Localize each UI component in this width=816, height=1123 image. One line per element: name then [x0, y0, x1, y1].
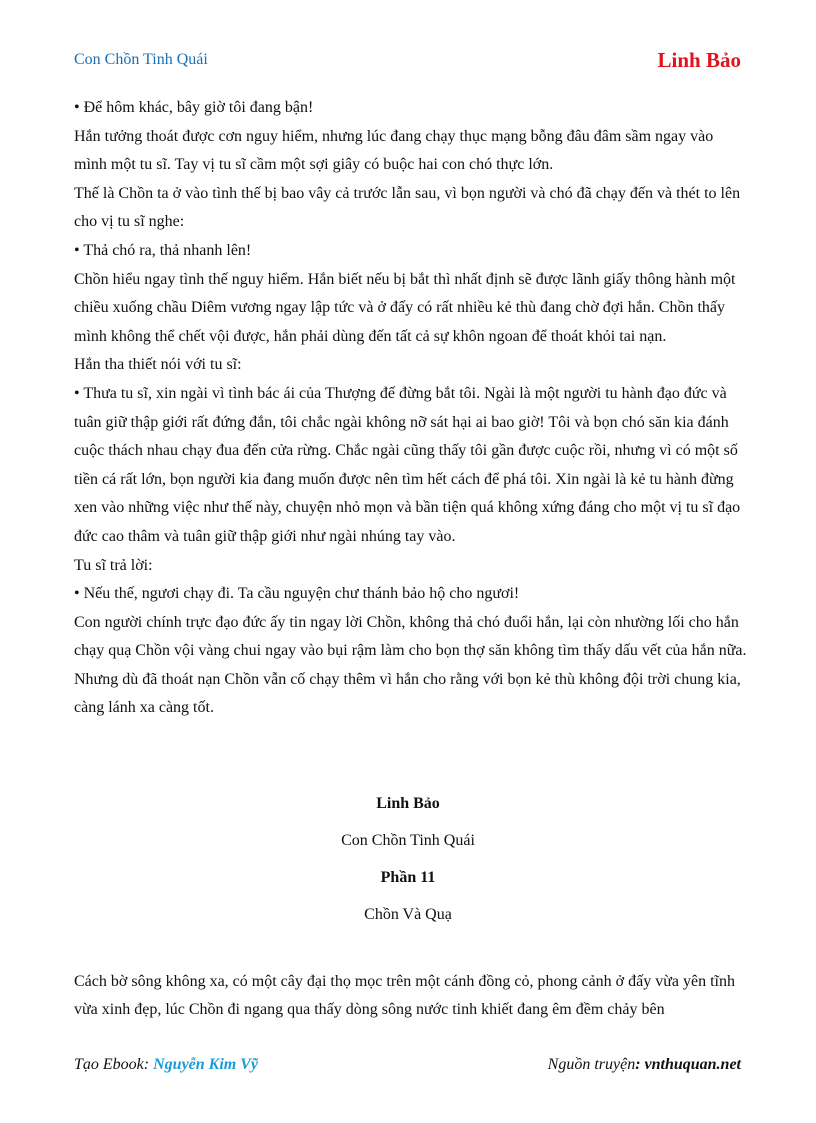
paragraph: Thế là Chồn ta ở vào tình thế bị bao vây cả trước lẫn sau, vì bọn người và chó đã chạy đến và thét to lên cho vị tu sĩ nghe:: [74, 184, 741, 231]
footer-source-link[interactable]: vnthuquan.net: [644, 1056, 741, 1073]
paragraph: Hắn tha thiết nói với tu sĩ:: [74, 356, 242, 374]
paragraph: • Nếu thế, ngươi chạy đi. Ta cầu nguyện chư thánh bảo hộ cho ngươi!: [74, 585, 520, 603]
footer-ebook-label: Tạo Ebook: [74, 1056, 144, 1073]
footer-source-credit: Nguồn truyện: vnthuquan.net: [547, 1056, 741, 1073]
chapter-name: Chồn Và Quạ: [364, 906, 452, 923]
paragraph: Chồn hiểu ngay tình thế nguy hiểm. Hắn biết nếu bị bắt thì nhất định sẽ được lãnh giấy thông hành một chiều xuống chầu Diêm vương ngay lập tức và ở đấy có rất nhiều kẻ thù đang chờ đợi hắn. Chồn thấy mình không thể chết vội được, hắn phải dùng đến tất cả sự khôn ngoan để thoát khỏi tai nạn.: [74, 270, 736, 345]
header-book-title: Con Chồn Tinh Quái: [74, 51, 208, 68]
story-text-bottom: [74, 968, 750, 1024]
paragraph: Hắn tưởng thoát được cơn nguy hiểm, nhưng lúc đang chạy thục mạng bỗng đâu đâm sầm ngay vào mình một tu sĩ. Tay vị tu sĩ cầm một sợi giây có buộc hai con chó thực lớn.: [74, 127, 714, 174]
story-text-top: [74, 94, 750, 723]
paragraph: • Để hôm khác, bây giờ tôi đang bận!: [74, 99, 314, 116]
chapter-author: Linh Bảo: [376, 795, 440, 812]
footer-ebook-credit: Tạo Ebook: Nguyễn Kim Vỹ: [74, 1056, 258, 1073]
footer-source-label: Nguồn truyện: [547, 1056, 636, 1073]
chapter-book-title: Con Chồn Tinh Quái: [341, 832, 475, 849]
chapter-part: Phần 11: [380, 869, 436, 886]
paragraph: Cách bờ sông không xa, có một cây đại thọ mọc trên một cánh đồng cỏ, phong cảnh ở đấy vừa yên tĩnh vừa xinh đẹp, lúc Chồn đi ngang qua thấy dòng sông nước tinh khiết đang êm đềm chảy bên: [74, 973, 735, 1018]
paragraph: • Thưa tu sĩ, xin ngài vì tình bác ái của Thượng đế đừng bắt tôi. Ngài là một người tu hành đạo đức và tuân giữ thập giới rất đứng đắn, tôi chắc ngài không nỡ sát hại ai bao giờ! Tôi và bọn chó săn kia đánh cuộc thách nhau chạy đua đến cửa rừng. Chắc ngài cũng thấy tôi gần được cuộc rồi, nhưng vì có một số tiền cá rất lớn, bọn người kia đang muốn được nên tìm hết cách để phá tôi. Xin ngài là kẻ tu hành đừng xen vào những việc như thế này, chuyện nhỏ mọn và bần tiện quá không xứng đáng cho một vị tu sĩ đạo đức cao thâm và tuân giữ thập giới như ngài nhúng tay vào.: [74, 384, 741, 545]
footer-ebook-author-link[interactable]: Nguyễn Kim Vỹ: [153, 1056, 258, 1073]
paragraph: • Thả chó ra, thả nhanh lên!: [74, 241, 252, 259]
paragraph: Con người chính trực đạo đức ấy tin ngay lời Chồn, không thả chó đuổi hắn, lại còn nhường lối cho hắn chạy quạ Chồn vội vàng chui ngay vào bụi rậm làm cho bọn thợ săn không tìm thấy dấu vết của hắn nữa. Nhưng dù đã thoát nạn Chồn vẫn cố chạy thêm vì hắn cho rằng với bọn kẻ thù không đội trời chung kia, càng lánh xa càng tốt.: [74, 613, 747, 717]
header-author: Linh Bảo: [657, 48, 741, 72]
paragraph: Tu sĩ trả lời:: [74, 556, 153, 574]
